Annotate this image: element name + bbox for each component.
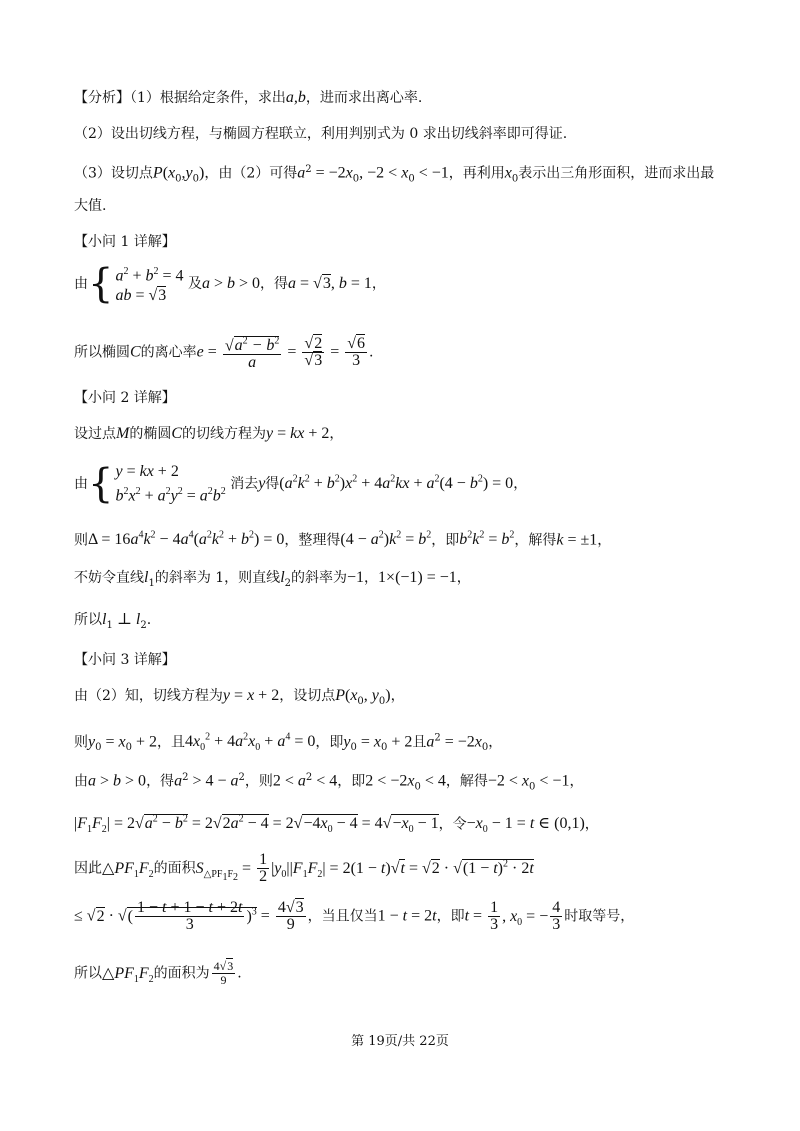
q3-line-2: 则$y_0 = x_0 + 2$，且$4x_0^2 + 4a^2x_0 + a^4 = 0$，即$y_0 = x_0 + 2$且$a^2 = -2x_0$， [74, 732, 503, 754]
q3-line-5: 因此$\triangle PF_1F_2$的面积$S_{\triangle PF_1F_2}$ = $\frac{1}{2}$ $|y_0||F_1F_2| = 2(1 - t)√t = √2 \cdot √(1 - t)^2 \cdot 2t$ [74, 851, 534, 885]
q3-line-4: $|F_1F_2| = 2√a^2 - b^2 = 2√2a^2 - 4 = 2√-4x_0 - 4 = 4√-x_0 - 1$，令$-x_0 - 1 = t$ ∈ (0,1)， [74, 814, 599, 836]
q2-system-line: 由{ y = kx + 2 $b^2x^2 + a^2y^2 = a^2b^2$ 消去y得$(a^2k^2 + b^2)x^2 + 4a^2kx + a^2(4 - b^2) = 0$， [74, 461, 528, 508]
q3-line-1: 由（2）知，切线方程为y = x + 2，设切点$P(x_0$, $y_0$)， [74, 687, 405, 707]
q1-system: $a^2 + b^2 = 4$ ab = √3 [115, 266, 184, 305]
formula-point-p: P [152, 164, 163, 182]
analysis-line-1: 【分析】（1）根据给定条件，求出a,b，进而求出离心率. [74, 89, 423, 106]
analysis-line-2: （2）设出切线方程，与椭圆方程联立，利用判别式为 0 求出切线斜率即可得证. [74, 126, 568, 142]
q2-line-1: 设过点M的椭圆C的切线方程为y = kx + 2， [74, 425, 344, 442]
q2-line-5: 所以$l_1$ ⊥ $l_2$. [74, 611, 152, 631]
q2-header: 【小问 2 详解】 [74, 390, 176, 406]
q1-system-line: 由{ $a^2 + b^2 = 4$ ab = √3 及a > b > 0，得a = √3, b = 1， [74, 261, 386, 308]
analysis-line-3: （3）设切点$P(x_0,y_0)$，由（2）可得$a^2 = -2x_0$, $-2 < x_0 < -1$，再利用$x_0$表示出三角形面积，进而求出最 [74, 164, 715, 185]
q2-line-4: 不妨令直线$l_1$的斜率为 1，则直线$l_2$的斜率为−1，1×(−1) = −1， [74, 569, 471, 589]
q1-header: 【小问 1 详解】 [74, 234, 176, 250]
analysis-line-3-cont: 大值. [74, 198, 107, 214]
q2-system: y = kx + 2 $b^2x^2 + a^2y^2 = a^2b^2$ [115, 463, 226, 505]
q2-line-3: 则$\Delta = 16a^4k^2 - 4a^4(a^2k^2 + b^2) = 0$，整理得$(4 - a^2)k^2 = b^2$，即$b^2k^2 = b^2$，解得k = ±1， [74, 530, 612, 549]
formula-ab: a,b [285, 89, 306, 106]
q3-header: 【小问 3 详解】 [74, 652, 176, 668]
q3-line-7: 所以$\triangle PF_1F_2$的面积为 $\frac{4√3}{9}$ . [74, 959, 242, 987]
q1-eccentricity-line: 所以椭圆C的离心率e = $\frac{√a^2 - b^2}{a}$ = $\frac{√2}{√3}$ = $\frac{√6}{3}$ . [74, 335, 374, 372]
q3-line-6: ≤ √2 · √( $\frac{1 - t + 1 - t + 2t}{3}$ )$^3$ = $\frac{4√3}{9}$ ，当且仅当1 − t = 2t，即t = $\frac{1}{3}$ , $x_0$ = − $\frac{4}{3}$ 时取等号， [74, 899, 635, 934]
q3-line-3: 由a > b > 0，得$a^2 > 4 - a^2$，则$2 < a^2 < 4$，即$2 < -2x_0 < 4$，解得$-2 < x_0 < -1$， [74, 772, 584, 793]
page-footer: 第 19页/共 22页 [351, 1034, 449, 1049]
formula-a2: a [297, 164, 306, 182]
